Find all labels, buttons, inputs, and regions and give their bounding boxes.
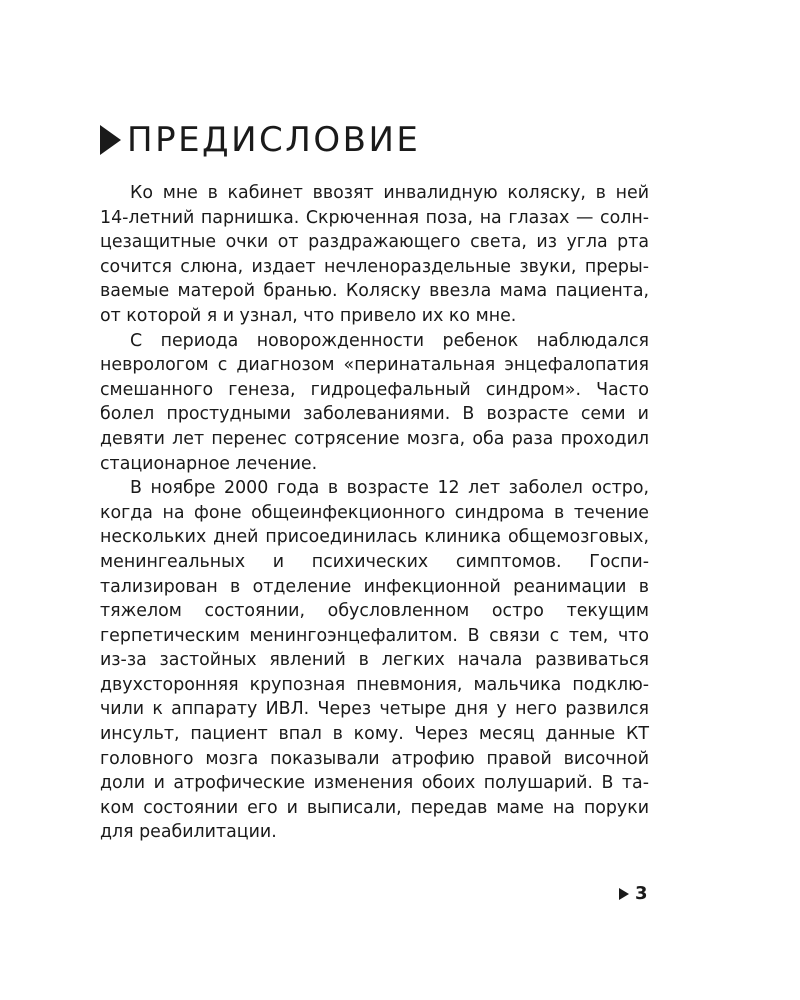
triangle-right-icon <box>100 125 121 155</box>
paragraph-1: Ко мне в кабинет ввозят инвалидную коляску, в ней 14-летний парнишка. Скрюченная поза, на глазах — солнцезащитные очки от раздражающего света, из угла рта сочится слюна, издает нечленораздельные звуки, прерываемые матерой бранью. Коляску ввезла мама пациента, от которой я и узнал, что привело их ко мне. <box>100 183 649 326</box>
paragraph-3: В ноябре 2000 года в возрасте 12 лет заболел остро, когда на фоне общеинфекционного синдрома в течение нескольких дней присоединилась клиника общемозговых, менингеальных и психических симптомов. Госпитализирован в отделение инфекционной реанимации в тяжелом состоянии, обусловленном остро текущим герпетическим менингоэнцефалитом. В связи с тем, что из-за застойных явлений в легких начала развиваться двухсторонняя крупозная пневмония, мальчика подключили к аппарату ИВЛ. Через четыре дня у него развился инсульт, пациент впал в кому. Через месяц данные КТ головного мозга показывали атрофию правой височной доли и атрофические изменения обоих полушарий. В таком состоянии его и выписали, передав маме на поруки для реабилитации. <box>100 478 649 843</box>
paragraph-2: С периода новорожденности ребенок наблюдался неврологом с диагнозом «перинатальная энцефалопатия смешанного генеза, гидроцефальный синдром». Часто болел простудными заболеваниями. В возрасте семи и девяти лет перенес сотрясение мозга, оба раза проходил стационарное лечение. <box>100 330 649 474</box>
page-footer <box>619 882 648 906</box>
chapter-title: ПРЕДИСЛОВИЕ <box>127 120 421 160</box>
page-number: 3 <box>635 883 648 904</box>
chapter-heading <box>100 118 420 162</box>
triangle-right-icon <box>619 888 629 900</box>
body-text <box>100 181 649 845</box>
